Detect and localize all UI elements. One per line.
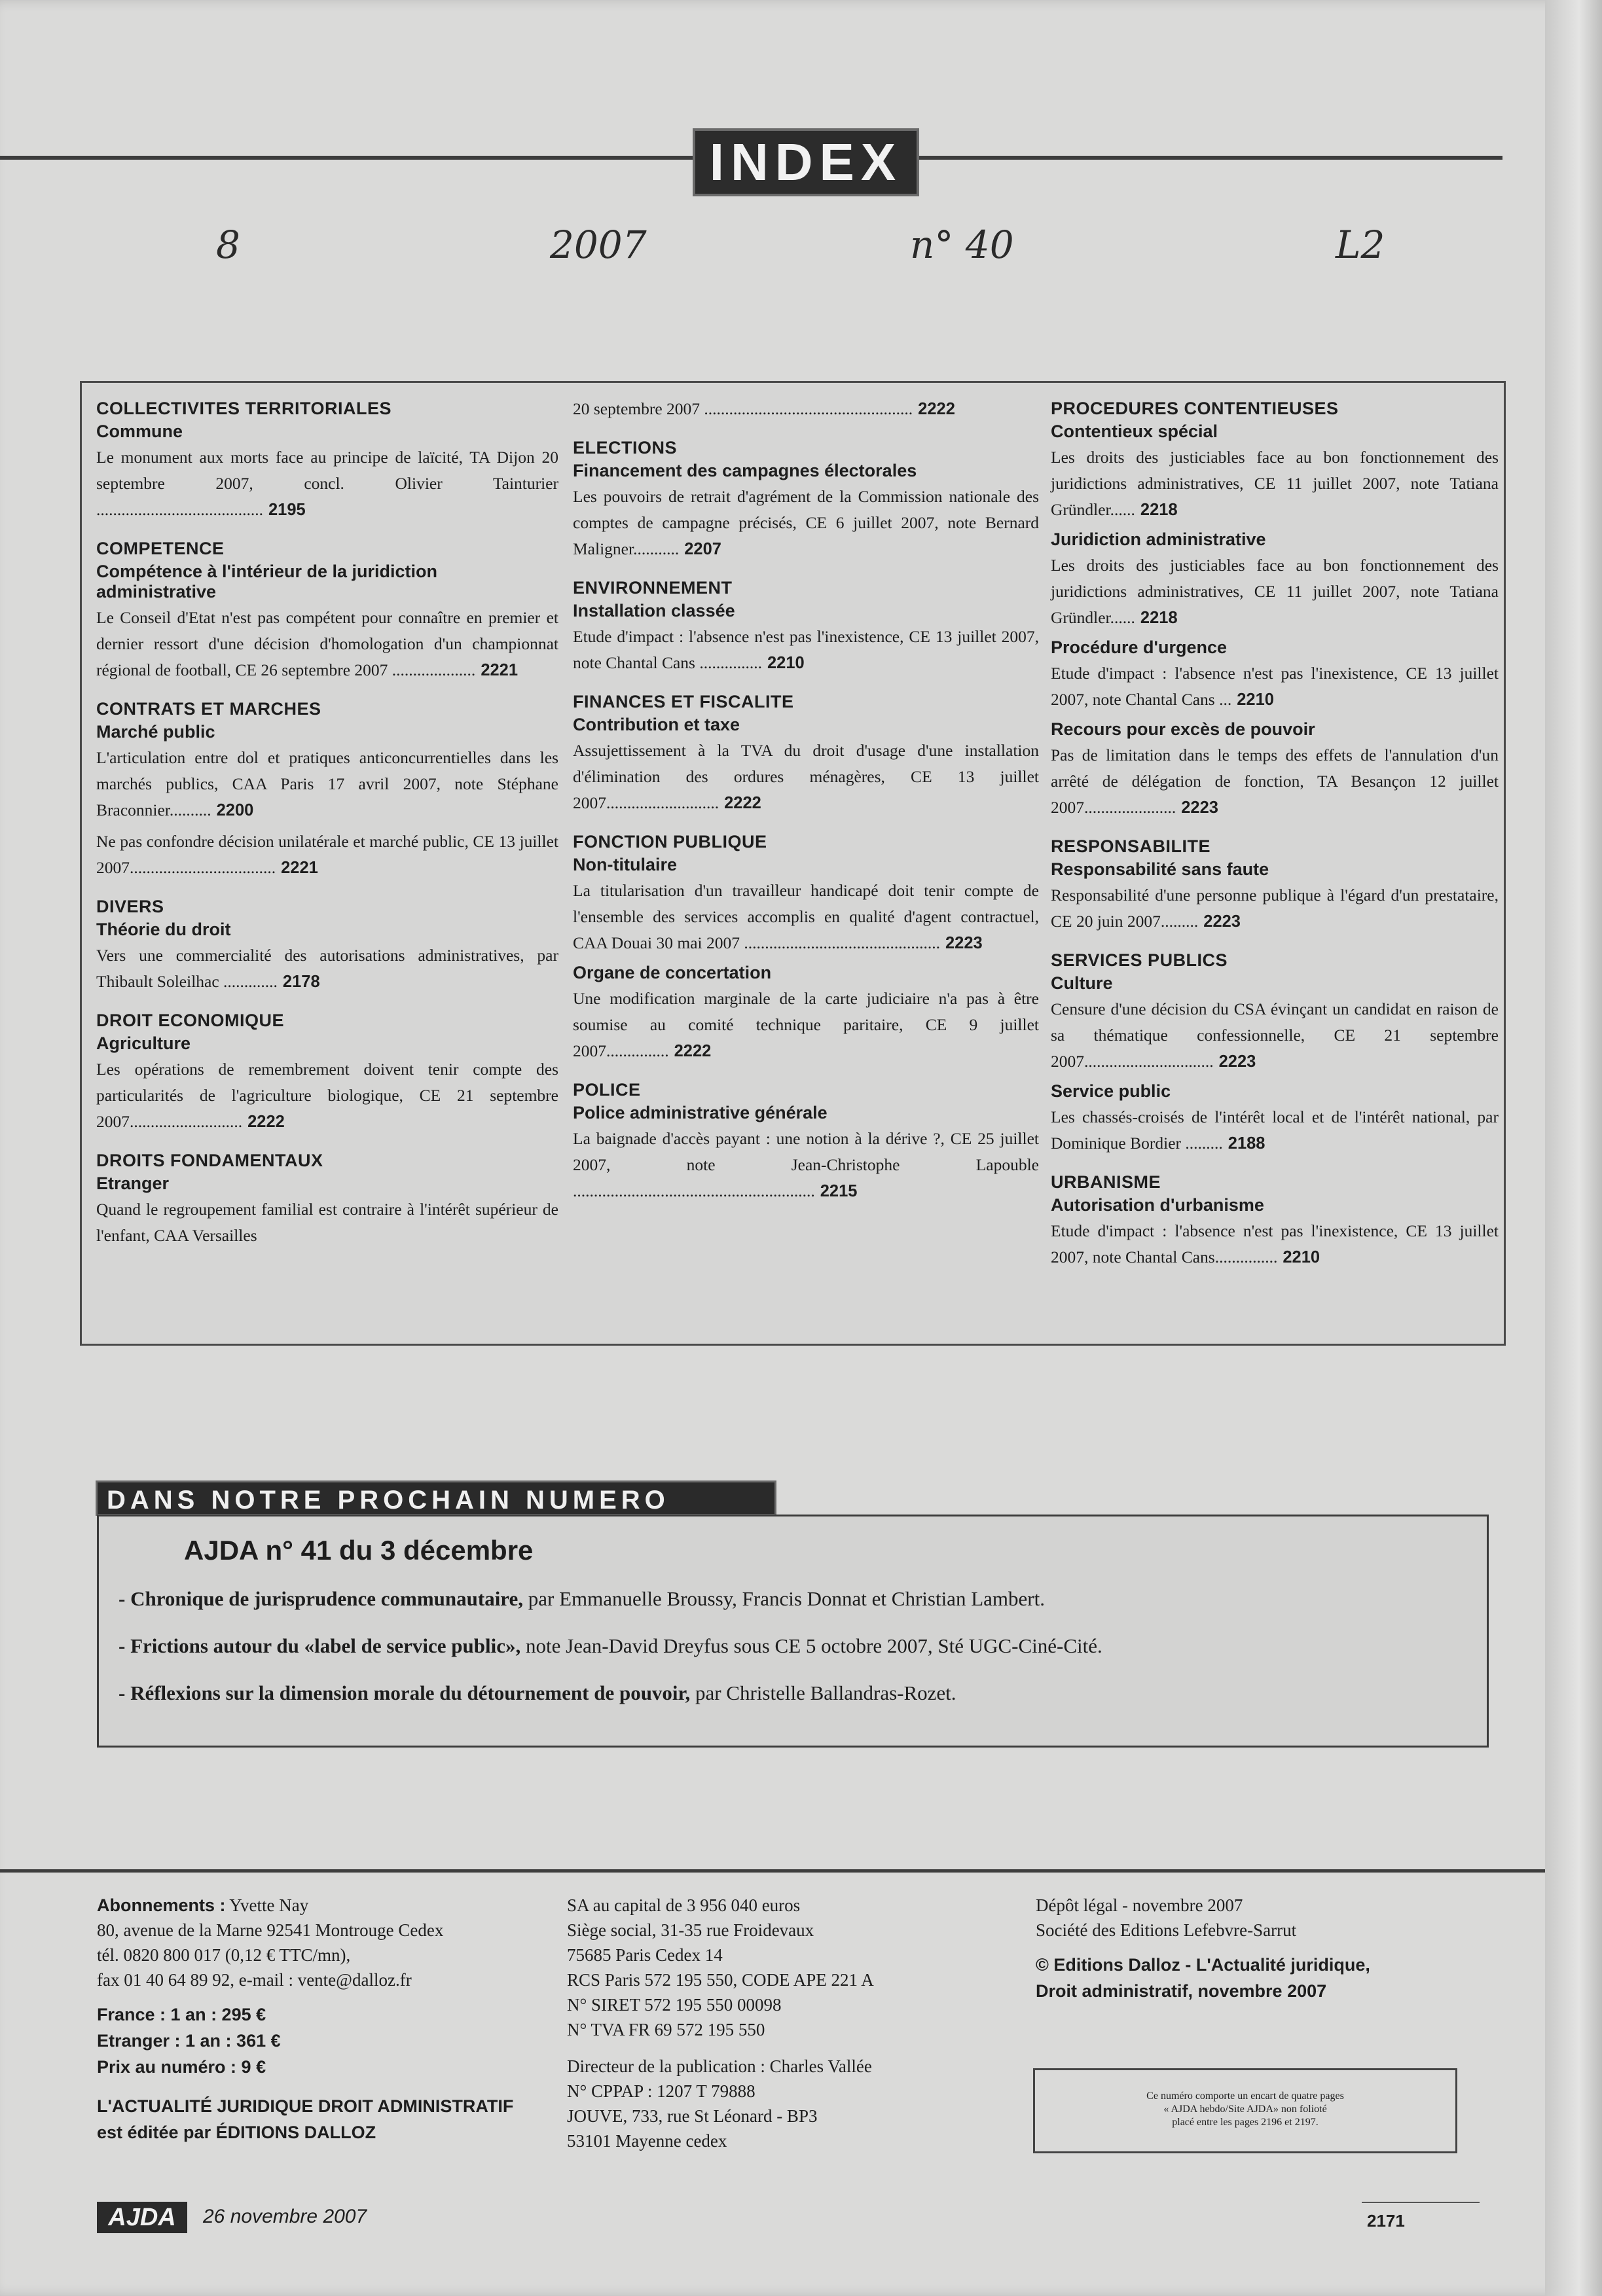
address-line: 80, avenue de la Marne 92541 Montrouge Cedex <box>97 1920 444 1940</box>
index-subheading: Responsabilité sans faute <box>1051 859 1269 879</box>
index-entry <box>1051 1104 1499 1157</box>
index-section-heading: CONTRATS ET MARCHES <box>96 699 321 719</box>
next-issue-item-bold: - Réflexions sur la dimension morale du détournement de pouvoir, <box>118 1681 691 1704</box>
company-line: N° SIRET 572 195 550 00098 <box>567 1995 782 2015</box>
index-entry-page: 2222 <box>918 400 955 418</box>
index-entry-text: Le monument aux morts face au principe de laïcité, TA Dijon 20 septembre 2007, concl. Olivier Tainturier ........................................ <box>96 448 558 519</box>
index-entry-page: 2210 <box>1283 1248 1320 1266</box>
index-section-heading: RESPONSABILITE <box>1051 836 1211 856</box>
price-foreign: Etranger : 1 an : 361 € <box>97 2031 281 2051</box>
index-entry-page: 2207 <box>684 540 721 558</box>
legal-deposit: Dépôt légal - novembre 2007 <box>1036 1895 1243 1915</box>
index-section-heading: ENVIRONNEMENT <box>573 578 733 598</box>
index-entry-page: 2195 <box>268 501 306 519</box>
index-entry-page: 2210 <box>767 654 805 672</box>
director-line: JOUVE, 733, rue St Léonard - BP3 <box>567 2106 818 2126</box>
handwritten-note-2: 2007 <box>550 223 647 267</box>
index-subheading: Marché public <box>96 722 215 742</box>
index-box <box>80 381 1506 1346</box>
publisher-line: L'ACTUALITÉ JURIDIQUE DROIT ADMINISTRATIF <box>97 2096 514 2116</box>
index-section-heading: COLLECTIVITES TERRITORIALES <box>96 399 392 418</box>
director-line: Directeur de la publication : Charles Vallée <box>567 2056 872 2076</box>
next-issue-item-rest: par Emmanuelle Broussy, Francis Donnat et Christian Lambert. <box>523 1587 1045 1610</box>
fax-line: fax 01 40 64 89 92, e-mail : vente@dalloz.fr <box>97 1970 412 1990</box>
index-subheading: Organe de concertation <box>573 963 772 982</box>
index-entry-page: 2215 <box>820 1182 858 1200</box>
index-entry-text: Une modification marginale de la carte judiciaire n'a pas à être soumise au comité technique paritaire, CE 9 juillet 2007............... <box>573 989 1039 1060</box>
legal-company: Société des Editions Lefebvre-Sarrut <box>1036 1920 1297 1940</box>
index-subheading: Non-titulaire <box>573 855 677 874</box>
next-issue-box <box>97 1515 1489 1748</box>
copyright-line: © Editions Dalloz - L'Actualité juridique, <box>1036 1955 1370 1975</box>
index-entry <box>1051 882 1499 935</box>
index-entry-text: Assujettissement à la TVA du droit d'usage d'une installation d'élimination des ordures ménagères, CE 13 juillet 2007........................... <box>573 741 1039 812</box>
index-subheading: Contribution et taxe <box>573 715 740 734</box>
index-subheading: Culture <box>1051 973 1113 993</box>
subscriptions-label: Abonnements : <box>97 1895 226 1915</box>
index-section-heading: DIVERS <box>96 897 164 916</box>
next-issue-label: DANS NOTRE PROCHAIN NUMERO <box>96 1480 776 1516</box>
index-entry-page: 2188 <box>1228 1134 1265 1153</box>
index-entry-page: 2223 <box>1203 912 1241 931</box>
page-edge-shadow <box>1545 0 1602 2296</box>
index-subheading: Théorie du droit <box>96 920 231 939</box>
index-entry <box>96 745 558 823</box>
index-entry-text: Etude d'impact : l'absence n'est pas l'inexistence, CE 13 juillet 2007, note Chantal Cans ............... <box>573 627 1039 672</box>
index-entry <box>573 878 1039 956</box>
index-subheading: Police administrative générale <box>573 1103 828 1122</box>
handwritten-note-3: n° 40 <box>910 223 1014 267</box>
insert-notice-line: Ce numéro comporte un encart de quatre pages <box>1146 2090 1344 2102</box>
index-entry-page: 2218 <box>1140 609 1178 627</box>
company-line: Siège social, 31-35 rue Froidevaux <box>567 1920 814 1940</box>
index-entry-page: 2223 <box>1218 1052 1256 1071</box>
index-entry-text: 20 septembre 2007 .................................................. <box>573 399 913 418</box>
index-entry-page: 2222 <box>724 794 761 812</box>
index-subheading: Agriculture <box>96 1033 191 1053</box>
next-issue-item <box>118 1587 1045 1611</box>
page-number: 2171 <box>1367 2211 1405 2231</box>
index-entry <box>96 829 558 881</box>
index-column-3 <box>1051 383 1499 1276</box>
index-entry <box>1051 444 1499 523</box>
index-entry <box>96 1196 558 1249</box>
header-rule-right <box>913 156 1502 160</box>
next-issue-item-bold: - Frictions autour du «label de service public», <box>118 1634 521 1657</box>
index-entry <box>573 624 1039 676</box>
index-entry <box>96 444 558 523</box>
index-entry-page: 2210 <box>1237 691 1274 709</box>
subscriptions-contact: Yvette Nay <box>225 1895 309 1915</box>
index-entry-text: Les droits des justiciables face au bon fonctionnement des juridictions administratives, CE 11 juillet 2007, note Tatiana Gründler...... <box>1051 448 1499 519</box>
index-subheading: Service public <box>1051 1081 1171 1101</box>
index-subheading: Installation classée <box>573 601 735 620</box>
index-section-heading: FONCTION PUBLIQUE <box>573 832 767 852</box>
index-entry-text: Etude d'impact : l'absence n'est pas l'inexistence, CE 13 juillet 2007, note Chantal Cans ... <box>1051 664 1499 709</box>
index-entry-text: L'articulation entre dol et pratiques anticoncurrentielles dans les marchés publics, CAA Paris 17 avril 2007, note Stéphane Braconnier.......... <box>96 748 558 819</box>
index-entry <box>96 605 558 683</box>
footer-legal <box>1036 1893 1494 2004</box>
index-section-heading: PROCEDURES CONTENTIEUSES <box>1051 399 1339 418</box>
index-entry-text: Pas de limitation dans le temps des effets de l'annulation d'un arrêté de délégation de fonction, TA Besançon 12 juillet 2007...................... <box>1051 745 1499 817</box>
copyright-line: Droit administratif, novembre 2007 <box>1036 1981 1327 2001</box>
ajda-logo: AJDA <box>97 2202 187 2233</box>
insert-notice-line: placé entre les pages 2196 et 2197. <box>1172 2117 1319 2128</box>
index-entry <box>573 738 1039 816</box>
next-issue-item-rest: par Christelle Ballandras-Rozet. <box>690 1681 956 1704</box>
index-entry-text: Etude d'impact : l'absence n'est pas l'inexistence, CE 13 juillet 2007, note Chantal Cans............... <box>1051 1221 1499 1266</box>
index-subheading: Etranger <box>96 1174 170 1193</box>
index-section-heading: COMPETENCE <box>96 539 225 558</box>
index-entry-page: 2200 <box>216 801 254 819</box>
index-subheading: Recours pour excès de pouvoir <box>1051 719 1315 739</box>
index-section-heading: FINANCES ET FISCALITE <box>573 692 794 711</box>
index-section-heading: ELECTIONS <box>573 438 678 457</box>
index-title: INDEX <box>693 128 919 196</box>
index-entry <box>1051 660 1499 713</box>
header-rule-left <box>0 156 694 160</box>
index-entry-text: Quand le regroupement familial est contraire à l'intérêt supérieur de l'enfant, CAA Versailles <box>96 1200 558 1245</box>
index-entry-page: 2223 <box>1181 798 1218 817</box>
footer-rule <box>0 1869 1571 1873</box>
index-entry-text: Responsabilité d'une personne publique à l'égard d'un prestataire, CE 20 juin 2007......... <box>1051 886 1499 931</box>
index-entry <box>573 484 1039 562</box>
index-entry-text: La baignade d'accès payant : une notion à la dérive ?, CE 25 juillet 2007, note Jean-Christophe Lapouble .......................................................... <box>573 1129 1039 1200</box>
company-line: RCS Paris 572 195 550, CODE APE 221 A <box>567 1970 874 1990</box>
index-subheading: Procédure d'urgence <box>1051 637 1227 657</box>
index-entry-text: Les opérations de remembrement doivent tenir compte des particularités de l'agriculture biologique, CE 21 septembre 2007........................... <box>96 1060 558 1131</box>
bleed-through-decoration <box>196 301 1047 361</box>
issue-date: 26 novembre 2007 <box>203 2206 367 2227</box>
handwritten-note-4: L2 <box>1336 223 1385 267</box>
index-section-heading: SERVICES PUBLICS <box>1051 950 1228 970</box>
index-entry-text: Censure d'une décision du CSA évinçant un candidat en raison de sa thématique confessionnelle, CE 21 septembre 2007............................... <box>1051 999 1499 1071</box>
insert-notice-line: « AJDA hebdo/Site AJDA» non folioté <box>1163 2104 1327 2115</box>
index-entry-page: 2222 <box>247 1113 285 1131</box>
insert-notice-box <box>1033 2068 1457 2153</box>
page-number-rule <box>1362 2202 1480 2203</box>
index-subheading: Juridiction administrative <box>1051 529 1266 549</box>
index-entry-text: Les droits des justiciables face au bon fonctionnement des juridictions administratives, CE 11 juillet 2007, note Tatiana Gründler...... <box>1051 556 1499 627</box>
index-entry <box>96 1056 558 1135</box>
index-entry <box>573 396 1039 422</box>
index-column-2 <box>573 383 1039 1210</box>
phone-line: tél. 0820 800 017 (0,12 € TTC/mn), <box>97 1945 351 1965</box>
index-entry-text: Les chassés-croisés de l'intérêt local et de l'intérêt national, par Dominique Bordier ......... <box>1051 1107 1499 1153</box>
index-entry-page: 2223 <box>945 934 983 952</box>
price-france: France : 1 an : 295 € <box>97 2005 266 2024</box>
index-subheading: Autorisation d'urbanisme <box>1051 1195 1264 1215</box>
index-entry <box>573 1126 1039 1204</box>
director-line: 53101 Mayenne cedex <box>567 2131 727 2151</box>
index-entry <box>1051 1218 1499 1270</box>
index-entry-text: Vers une commercialité des autorisations administratives, par Thibault Soleilhac ............. <box>96 946 558 991</box>
publisher-line: est éditée par ÉDITIONS DALLOZ <box>97 2123 376 2142</box>
company-line: N° TVA FR 69 572 195 550 <box>567 2020 765 2039</box>
index-entry-text: Ne pas confondre décision unilatérale et marché public, CE 13 juillet 2007................................... <box>96 832 558 877</box>
footer-subscriptions <box>97 1893 542 2145</box>
index-section-heading: DROITS FONDAMENTAUX <box>96 1151 323 1170</box>
company-line: SA au capital de 3 956 040 euros <box>567 1895 801 1915</box>
index-subheading: Contentieux spécial <box>1051 422 1218 441</box>
index-entry <box>1051 996 1499 1075</box>
next-issue-title: AJDA n° 41 du 3 décembre <box>184 1535 534 1566</box>
index-entry <box>573 986 1039 1064</box>
index-subheading: Compétence à l'intérieur de la juridiction administrative <box>96 562 438 601</box>
footer-company <box>567 1893 986 2153</box>
index-column-1 <box>96 383 558 1254</box>
index-entry-page: 2222 <box>674 1042 712 1060</box>
index-entry <box>1051 552 1499 631</box>
index-entry <box>1051 742 1499 821</box>
index-section-heading: URBANISME <box>1051 1172 1161 1192</box>
index-section-heading: POLICE <box>573 1080 641 1100</box>
index-subheading: Commune <box>96 422 183 441</box>
index-subheading: Financement des campagnes électorales <box>573 461 917 480</box>
index-entry-page: 2218 <box>1140 501 1178 519</box>
handwritten-note-1: 8 <box>216 223 240 267</box>
index-entry-page: 2221 <box>481 661 519 679</box>
next-issue-item <box>118 1634 1102 1658</box>
index-entry-text: La titularisation d'un travailleur handicapé doit tenir compte de l'ensemble des services accomplis en qualité d'agent contractuel, CAA Douai 30 mai 2007 ............................................... <box>573 881 1039 952</box>
next-issue-item-rest: note Jean-David Dreyfus sous CE 5 octobre 2007, Sté UGC-Ciné-Cité. <box>520 1634 1102 1657</box>
company-line: 75685 Paris Cedex 14 <box>567 1945 723 1965</box>
director-line: N° CPPAP : 1207 T 79888 <box>567 2081 755 2101</box>
index-entry-text: Les pouvoirs de retrait d'agrément de la Commission nationale des comptes de campagne précisés, CE 6 juillet 2007, note Bernard Maligner........... <box>573 487 1039 558</box>
price-single: Prix au numéro : 9 € <box>97 2057 266 2077</box>
next-issue-item-bold: - Chronique de jurisprudence communautaire, <box>118 1587 524 1610</box>
index-entry-text: Le Conseil d'Etat n'est pas compétent pour connaître en premier et dernier ressort d'une décision d'homologation d'un championnat régional de football, CE 26 septembre 2007 .................... <box>96 608 558 679</box>
index-entry-page: 2221 <box>281 859 318 877</box>
index-section-heading: DROIT ECONOMIQUE <box>96 1011 285 1030</box>
next-issue-item <box>118 1681 956 1705</box>
index-entry-page: 2178 <box>282 973 320 991</box>
index-entry <box>96 942 558 995</box>
